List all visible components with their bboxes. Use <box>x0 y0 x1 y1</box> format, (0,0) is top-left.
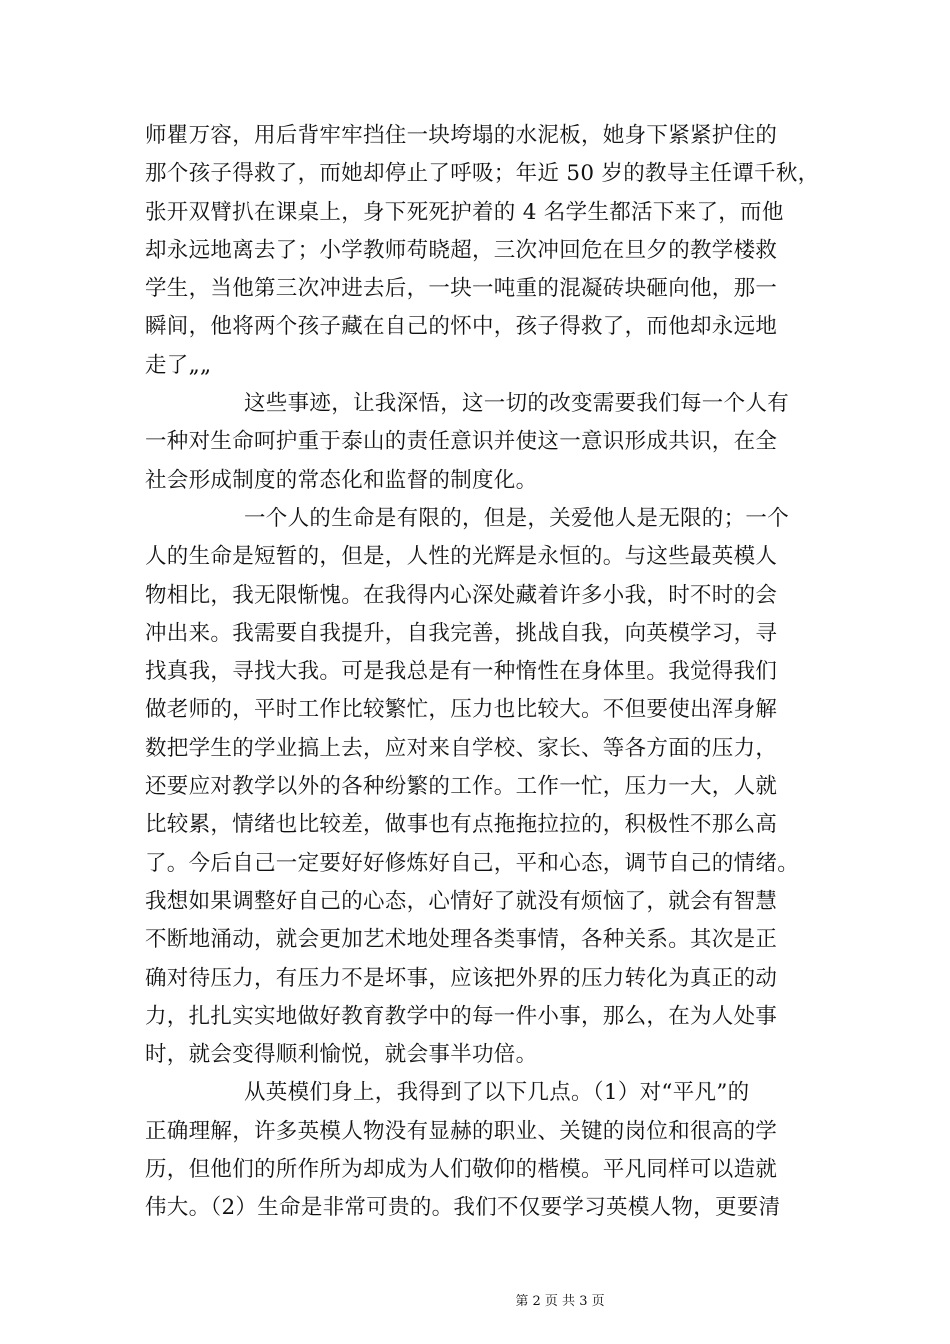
text-line: 一种对生命呵护重于泰山的责任意识并使这一意识形成共识，在全 <box>145 429 778 455</box>
text-line: 还要应对教学以外的各种纷繁的工作。工作一忙，压力一大，人就 <box>145 774 778 800</box>
text-line: 力，扎扎实实地做好教育教学中的每一件小事，那么，在为人处事 <box>145 1003 778 1029</box>
text-line: 时，就会变得顺利愉悦，就会事半功倍。 <box>145 1042 538 1068</box>
text-line: 了。今后自己一定要好好修炼好自己，平和心态，调节自己的情绪。 <box>145 850 800 876</box>
text-line: 我想如果调整好自己的心态，心情好了就没有烦恼了，就会有智慧 <box>145 888 778 914</box>
text-line: 数把学生的学业搞上去，应对来自学校、家长、等各方面的压力， <box>145 735 778 761</box>
text-line: 物相比，我无限惭愧。在我得内心深处藏着许多小我，时不时的会 <box>145 582 778 608</box>
text-line: 比较累，情绪也比较差，做事也有点拖拖拉拉的，积极性不那么高 <box>145 812 778 838</box>
text-line: 却永远地离去了；小学教师苟晓超，三次冲回危在旦夕的教学楼救 <box>145 237 778 263</box>
paragraph-start-line: 这些事迹，让我深悟，这一切的改变需要我们每一个人有 <box>244 391 790 417</box>
text-line: 瞬间，他将两个孩子藏在自己的怀中，孩子得救了，而他却永远地 <box>145 314 778 340</box>
text-line: 历，但他们的所作所为却成为人们敬仰的楷模。平凡同样可以造就 <box>145 1157 778 1183</box>
text-line: 做老师的，平时工作比较繁忙，压力也比较大。不但要使出浑身解 <box>145 697 778 723</box>
text-line: 那个孩子得救了，而她却停止了呼吸；年近 50 岁的教导主任谭千秋， <box>145 161 820 187</box>
text-line: 师瞿万容，用后背牢牢挡住一块垮塌的水泥板，她身下紧紧护住的 <box>145 123 778 148</box>
paragraph-start-line: 一个人的生命是有限的，但是，关爱他人是无限的；一个 <box>244 505 790 531</box>
text-line: 找真我，寻找大我。可是我总是有一种惰性在身体里。我觉得我们 <box>145 659 778 685</box>
text-line: 不断地涌动，就会更加艺术地处理各类事情，各种关系。其次是正 <box>145 927 778 953</box>
text-line: 伟大。（2）生命是非常可贵的。我们不仅要学习英模人物，更要清 <box>145 1195 781 1221</box>
text-line: 社会形成制度的常态化和监督的制度化。 <box>145 467 538 493</box>
text-line: 人的生命是短暂的，但是，人性的光辉是永恒的。与这些最英模人 <box>145 544 778 570</box>
text-line: 学生，当他第三次冲进去后，一块一吨重的混凝砖块砸向他，那一 <box>145 276 778 302</box>
text-line: 正确理解，许多英模人物没有显赫的职业、关键的岗位和很高的学 <box>145 1118 778 1144</box>
text-line: 走了„„ <box>145 352 212 378</box>
paragraph-start-line: 从英模们身上，我得到了以下几点。（1）对“平凡”的 <box>244 1080 750 1106</box>
body-text <box>145 117 825 1228</box>
text-line: 确对待压力，有压力不是坏事，应该把外界的压力转化为真正的动 <box>145 965 778 991</box>
text-line: 冲出来。我需要自我提升，自我完善，挑战自我，向英模学习，寻 <box>145 620 778 646</box>
text-line: 张开双臂扒在课桌上，身下死死护着的 4 名学生都活下来了，而他 <box>145 199 784 225</box>
page-number-footer: 第 2 页 共 3 页 <box>515 1294 605 1309</box>
